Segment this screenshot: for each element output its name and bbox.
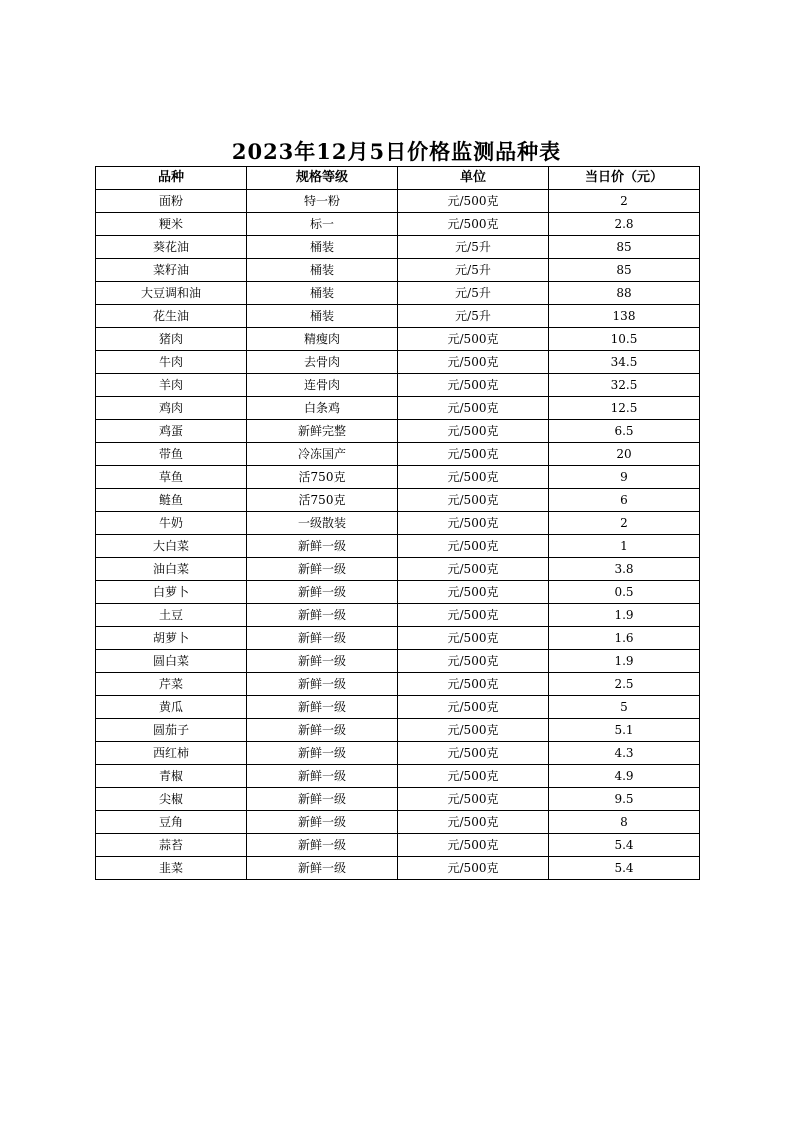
cell-unit: 元/500克 bbox=[398, 811, 549, 834]
cell-grade: 新鲜一级 bbox=[247, 650, 398, 673]
cell-variety: 圆白菜 bbox=[96, 650, 247, 673]
table-row bbox=[96, 397, 700, 420]
table-row bbox=[96, 282, 700, 305]
table-row bbox=[96, 190, 700, 213]
cell-unit: 元/500克 bbox=[398, 420, 549, 443]
table-row bbox=[96, 420, 700, 443]
table-row bbox=[96, 236, 700, 259]
cell-unit: 元/500克 bbox=[398, 328, 549, 351]
cell-grade: 一级散装 bbox=[247, 512, 398, 535]
cell-variety: 鲢鱼 bbox=[96, 489, 247, 512]
table-body bbox=[96, 190, 700, 880]
cell-grade: 桶装 bbox=[247, 305, 398, 328]
cell-unit: 元/500克 bbox=[398, 512, 549, 535]
cell-variety: 大白菜 bbox=[96, 535, 247, 558]
cell-price: 32.5 bbox=[549, 374, 700, 397]
cell-grade: 新鲜一级 bbox=[247, 834, 398, 857]
cell-grade: 特一粉 bbox=[247, 190, 398, 213]
table-row bbox=[96, 765, 700, 788]
cell-unit: 元/5升 bbox=[398, 236, 549, 259]
cell-variety: 土豆 bbox=[96, 604, 247, 627]
table-row bbox=[96, 374, 700, 397]
table-row bbox=[96, 857, 700, 880]
cell-variety: 大豆调和油 bbox=[96, 282, 247, 305]
cell-variety: 西红柿 bbox=[96, 742, 247, 765]
table-row bbox=[96, 834, 700, 857]
cell-grade: 白条鸡 bbox=[247, 397, 398, 420]
cell-grade: 连骨肉 bbox=[247, 374, 398, 397]
cell-unit: 元/500克 bbox=[398, 489, 549, 512]
cell-grade: 活750克 bbox=[247, 466, 398, 489]
cell-variety: 花生油 bbox=[96, 305, 247, 328]
table-row bbox=[96, 466, 700, 489]
cell-unit: 元/500克 bbox=[398, 673, 549, 696]
cell-unit: 元/500克 bbox=[398, 627, 549, 650]
table-row bbox=[96, 213, 700, 236]
cell-price: 20 bbox=[549, 443, 700, 466]
cell-price: 2 bbox=[549, 190, 700, 213]
table-row bbox=[96, 305, 700, 328]
cell-price: 138 bbox=[549, 305, 700, 328]
cell-variety: 油白菜 bbox=[96, 558, 247, 581]
cell-price: 3.8 bbox=[549, 558, 700, 581]
table-row bbox=[96, 673, 700, 696]
cell-variety: 菜籽油 bbox=[96, 259, 247, 282]
cell-variety: 鸡蛋 bbox=[96, 420, 247, 443]
cell-price: 4.9 bbox=[549, 765, 700, 788]
cell-price: 6 bbox=[549, 489, 700, 512]
cell-unit: 元/500克 bbox=[398, 443, 549, 466]
cell-price: 12.5 bbox=[549, 397, 700, 420]
cell-variety: 鸡肉 bbox=[96, 397, 247, 420]
cell-price: 10.5 bbox=[549, 328, 700, 351]
cell-grade: 桶装 bbox=[247, 259, 398, 282]
table-row bbox=[96, 788, 700, 811]
cell-price: 9 bbox=[549, 466, 700, 489]
cell-grade: 精瘦肉 bbox=[247, 328, 398, 351]
cell-variety: 尖椒 bbox=[96, 788, 247, 811]
cell-variety: 韭菜 bbox=[96, 857, 247, 880]
cell-unit: 元/500克 bbox=[398, 397, 549, 420]
cell-variety: 面粉 bbox=[96, 190, 247, 213]
cell-variety: 牛奶 bbox=[96, 512, 247, 535]
table-row bbox=[96, 696, 700, 719]
cell-price: 5.1 bbox=[549, 719, 700, 742]
table-row bbox=[96, 558, 700, 581]
cell-unit: 元/500克 bbox=[398, 857, 549, 880]
cell-grade: 去骨肉 bbox=[247, 351, 398, 374]
cell-unit: 元/5升 bbox=[398, 305, 549, 328]
cell-grade: 新鲜一级 bbox=[247, 811, 398, 834]
header-unit: 单位 bbox=[398, 167, 549, 190]
cell-unit: 元/500克 bbox=[398, 719, 549, 742]
cell-grade: 新鲜一级 bbox=[247, 696, 398, 719]
cell-price: 1.6 bbox=[549, 627, 700, 650]
table-row bbox=[96, 719, 700, 742]
cell-variety: 草鱼 bbox=[96, 466, 247, 489]
table-row bbox=[96, 811, 700, 834]
table-row bbox=[96, 604, 700, 627]
cell-unit: 元/500克 bbox=[398, 765, 549, 788]
cell-variety: 粳米 bbox=[96, 213, 247, 236]
price-table bbox=[95, 166, 700, 880]
table-header-row bbox=[96, 167, 700, 190]
cell-price: 34.5 bbox=[549, 351, 700, 374]
cell-unit: 元/500克 bbox=[398, 604, 549, 627]
cell-grade: 新鲜一级 bbox=[247, 765, 398, 788]
cell-variety: 青椒 bbox=[96, 765, 247, 788]
cell-grade: 冷冻国产 bbox=[247, 443, 398, 466]
cell-grade: 新鲜一级 bbox=[247, 558, 398, 581]
cell-price: 8 bbox=[549, 811, 700, 834]
cell-price: 85 bbox=[549, 259, 700, 282]
cell-unit: 元/500克 bbox=[398, 788, 549, 811]
table-row bbox=[96, 328, 700, 351]
cell-grade: 新鲜完整 bbox=[247, 420, 398, 443]
cell-grade: 新鲜一级 bbox=[247, 581, 398, 604]
cell-price: 6.5 bbox=[549, 420, 700, 443]
cell-unit: 元/500克 bbox=[398, 466, 549, 489]
cell-price: 5.4 bbox=[549, 857, 700, 880]
cell-variety: 胡萝卜 bbox=[96, 627, 247, 650]
table-row bbox=[96, 351, 700, 374]
cell-price: 0.5 bbox=[549, 581, 700, 604]
cell-grade: 新鲜一级 bbox=[247, 857, 398, 880]
cell-unit: 元/5升 bbox=[398, 259, 549, 282]
cell-variety: 芹菜 bbox=[96, 673, 247, 696]
cell-unit: 元/500克 bbox=[398, 834, 549, 857]
cell-price: 2.8 bbox=[549, 213, 700, 236]
cell-price: 2.5 bbox=[549, 673, 700, 696]
cell-variety: 带鱼 bbox=[96, 443, 247, 466]
cell-variety: 羊肉 bbox=[96, 374, 247, 397]
cell-variety: 葵花油 bbox=[96, 236, 247, 259]
cell-grade: 新鲜一级 bbox=[247, 719, 398, 742]
table-row bbox=[96, 512, 700, 535]
table-row bbox=[96, 535, 700, 558]
cell-unit: 元/500克 bbox=[398, 190, 549, 213]
cell-price: 5.4 bbox=[549, 834, 700, 857]
cell-grade: 新鲜一级 bbox=[247, 535, 398, 558]
cell-variety: 猪肉 bbox=[96, 328, 247, 351]
table-row bbox=[96, 742, 700, 765]
cell-variety: 黄瓜 bbox=[96, 696, 247, 719]
cell-variety: 白萝卜 bbox=[96, 581, 247, 604]
cell-price: 5 bbox=[549, 696, 700, 719]
cell-unit: 元/500克 bbox=[398, 213, 549, 236]
cell-unit: 元/500克 bbox=[398, 650, 549, 673]
cell-grade: 新鲜一级 bbox=[247, 604, 398, 627]
cell-price: 2 bbox=[549, 512, 700, 535]
cell-unit: 元/500克 bbox=[398, 696, 549, 719]
cell-grade: 新鲜一级 bbox=[247, 673, 398, 696]
cell-price: 4.3 bbox=[549, 742, 700, 765]
cell-variety: 牛肉 bbox=[96, 351, 247, 374]
cell-unit: 元/500克 bbox=[398, 535, 549, 558]
cell-grade: 桶装 bbox=[247, 236, 398, 259]
cell-price: 1.9 bbox=[549, 604, 700, 627]
cell-grade: 新鲜一级 bbox=[247, 627, 398, 650]
cell-price: 88 bbox=[549, 282, 700, 305]
cell-price: 1.9 bbox=[549, 650, 700, 673]
table-row bbox=[96, 627, 700, 650]
cell-grade: 新鲜一级 bbox=[247, 742, 398, 765]
cell-price: 85 bbox=[549, 236, 700, 259]
cell-unit: 元/500克 bbox=[398, 581, 549, 604]
page-title: 2023年12月5日价格监测品种表 bbox=[231, 139, 562, 164]
cell-unit: 元/500克 bbox=[398, 351, 549, 374]
cell-price: 9.5 bbox=[549, 788, 700, 811]
cell-grade: 桶装 bbox=[247, 282, 398, 305]
cell-grade: 新鲜一级 bbox=[247, 788, 398, 811]
table-row bbox=[96, 650, 700, 673]
header-price: 当日价（元） bbox=[549, 167, 700, 190]
cell-unit: 元/500克 bbox=[398, 374, 549, 397]
table-row bbox=[96, 489, 700, 512]
table-row bbox=[96, 581, 700, 604]
cell-grade: 标一 bbox=[247, 213, 398, 236]
header-variety: 品种 bbox=[96, 167, 247, 190]
cell-price: 1 bbox=[549, 535, 700, 558]
cell-variety: 豆角 bbox=[96, 811, 247, 834]
table-row bbox=[96, 259, 700, 282]
cell-unit: 元/500克 bbox=[398, 742, 549, 765]
table-row bbox=[96, 443, 700, 466]
cell-unit: 元/5升 bbox=[398, 282, 549, 305]
cell-grade: 活750克 bbox=[247, 489, 398, 512]
cell-variety: 圆茄子 bbox=[96, 719, 247, 742]
header-grade: 规格等级 bbox=[247, 167, 398, 190]
cell-unit: 元/500克 bbox=[398, 558, 549, 581]
cell-variety: 蒜苔 bbox=[96, 834, 247, 857]
